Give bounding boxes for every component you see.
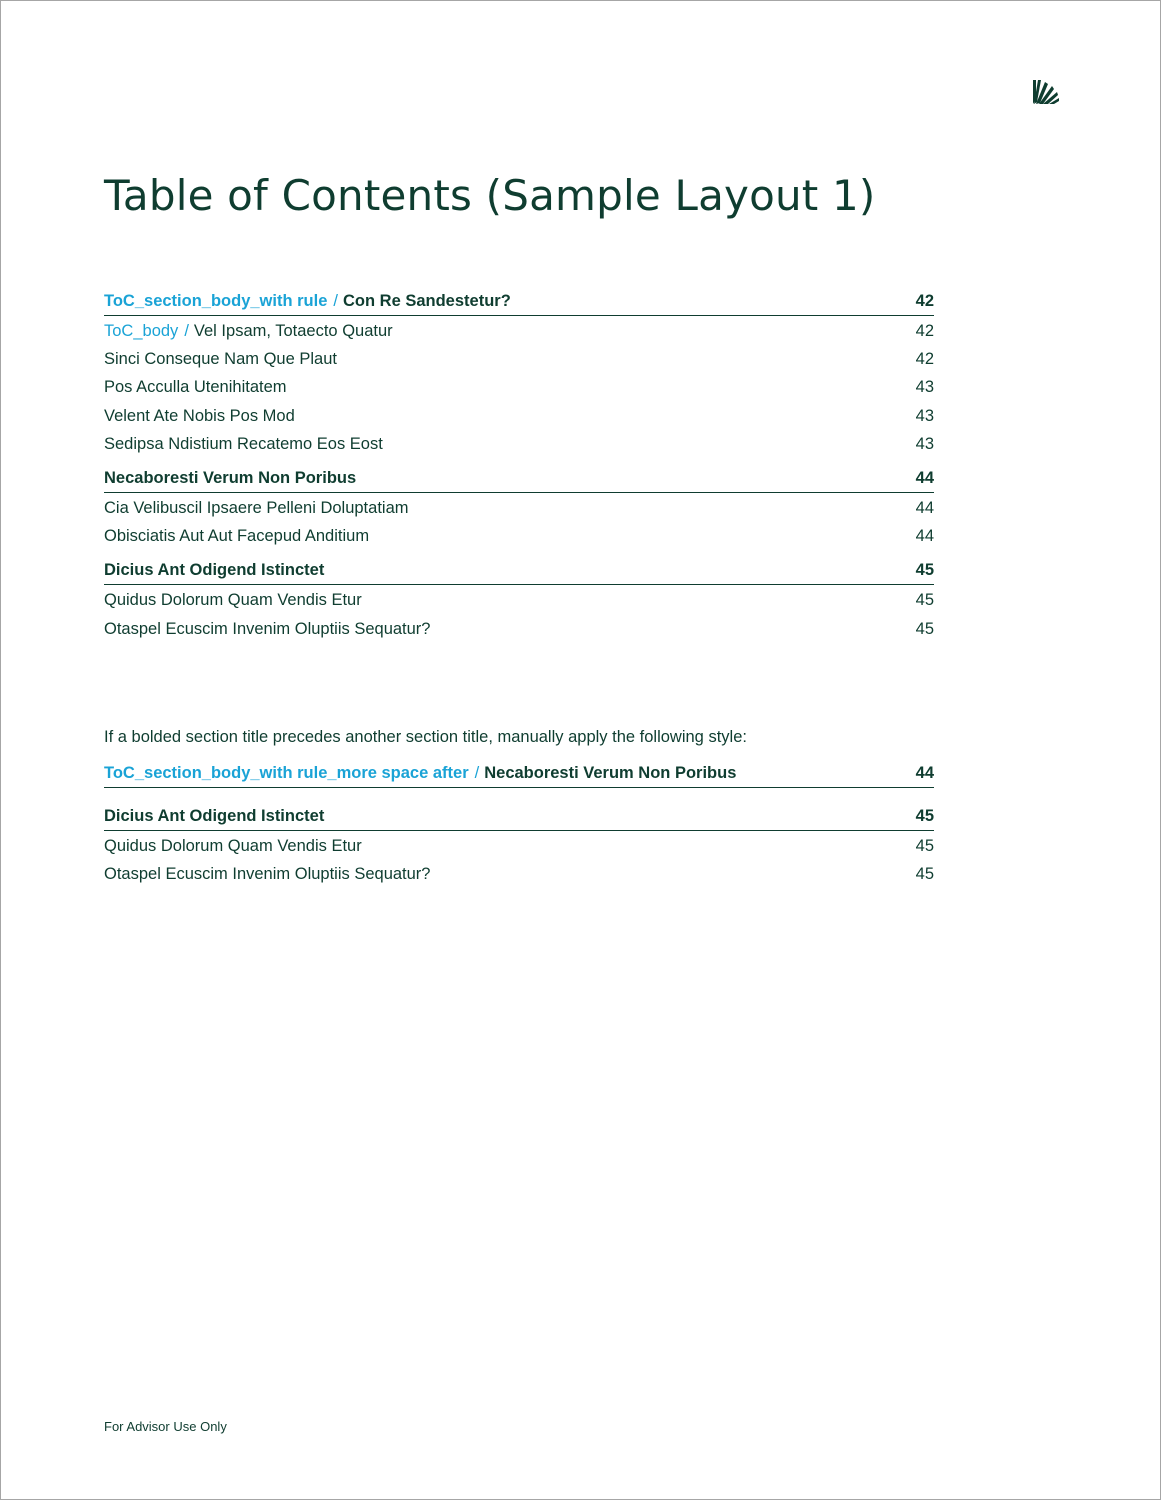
page-number: 45 (915, 619, 934, 638)
toc-section-row[interactable] (104, 760, 934, 788)
toc-entry-row[interactable] (104, 494, 934, 522)
toc-section-row[interactable] (104, 465, 934, 493)
toc-section-row[interactable] (104, 288, 934, 316)
entry-title: Otaspel Ecuscim Invenim Oluptiis Sequatur? (104, 619, 431, 638)
toc-entry-label (104, 317, 393, 345)
toc-entry-label (104, 760, 736, 787)
page-number: 42 (915, 292, 934, 310)
page-number: 43 (915, 406, 934, 425)
page-number: 44 (915, 527, 934, 546)
page-number: 44 (915, 468, 934, 487)
entry-title: Otaspel Ecuscim Invenim Oluptiis Sequatur? (104, 865, 431, 884)
page-number: 42 (915, 322, 934, 340)
entry-title: Obisciatis Aut Aut Facepud Anditium (104, 527, 370, 546)
toc-block-1 (104, 288, 934, 643)
entry-title: Cia Velibuscil Ipsaere Pelleni Doluptatiam (104, 498, 409, 517)
page-number: 45 (915, 591, 934, 610)
toc-entry-row[interactable] (104, 615, 934, 643)
section-title: Necaboresti Verum Non Poribus (104, 468, 357, 487)
toc-block-2 (104, 760, 934, 888)
toc-entry-row[interactable] (104, 317, 934, 345)
entry-title: Pos Acculla Utenihitatem (104, 378, 287, 397)
style-note: If a bolded section title precedes another section title, manually apply the following style: (104, 728, 747, 746)
section-title: Necaboresti Verum Non Poribus (484, 764, 737, 782)
toc-entry-label (104, 288, 511, 315)
entry-title: Sedipsa Ndistium Recatemo Eos Eost (104, 434, 383, 453)
style-tag: ToC_body (104, 322, 179, 340)
page-number: 44 (915, 498, 934, 517)
page-number: 44 (915, 764, 934, 782)
page-number: 45 (915, 837, 934, 855)
page-number: 45 (915, 561, 934, 580)
toc-entry-row[interactable] (104, 430, 934, 458)
section-title: Dicius Ant Odigend Istinctet (104, 807, 325, 825)
entry-title: Sinci Conseque Nam Que Plaut (104, 350, 337, 369)
striped-sunburst-logo-icon (1033, 80, 1059, 104)
page-number: 43 (915, 378, 934, 397)
toc-entry-row[interactable] (104, 860, 934, 888)
page-number: 45 (915, 807, 934, 825)
toc-entry-row[interactable] (104, 345, 934, 373)
footer-disclaimer: For Advisor Use Only (104, 1419, 227, 1434)
toc-entry-row[interactable] (104, 373, 934, 401)
style-tag: ToC_section_body_with rule_more space after (104, 764, 469, 782)
style-tag: ToC_section_body_with rule (104, 292, 328, 310)
entry-title: Velent Ate Nobis Pos Mod (104, 406, 295, 425)
toc-entry-row[interactable] (104, 586, 934, 614)
page-number: 45 (915, 865, 934, 884)
toc-entry-row[interactable] (104, 522, 934, 550)
entry-title: Quidus Dolorum Quam Vendis Etur (104, 837, 362, 855)
separator: / (333, 292, 338, 310)
page-title: Table of Contents (Sample Layout 1) (104, 171, 876, 220)
entry-title: Quidus Dolorum Quam Vendis Etur (104, 591, 362, 610)
toc-section-row[interactable] (104, 803, 934, 831)
separator: / (184, 322, 189, 340)
page-number: 42 (915, 350, 934, 369)
separator: / (474, 764, 480, 782)
toc-entry-row[interactable] (104, 832, 934, 860)
section-title: Con Re Sandestetur? (343, 292, 511, 310)
page-number: 43 (915, 434, 934, 453)
section-title: Dicius Ant Odigend Istinctet (104, 561, 325, 580)
entry-title: Vel Ipsam, Totaecto Quatur (193, 322, 393, 340)
toc-section-row[interactable] (104, 557, 934, 585)
toc-entry-row[interactable] (104, 402, 934, 430)
